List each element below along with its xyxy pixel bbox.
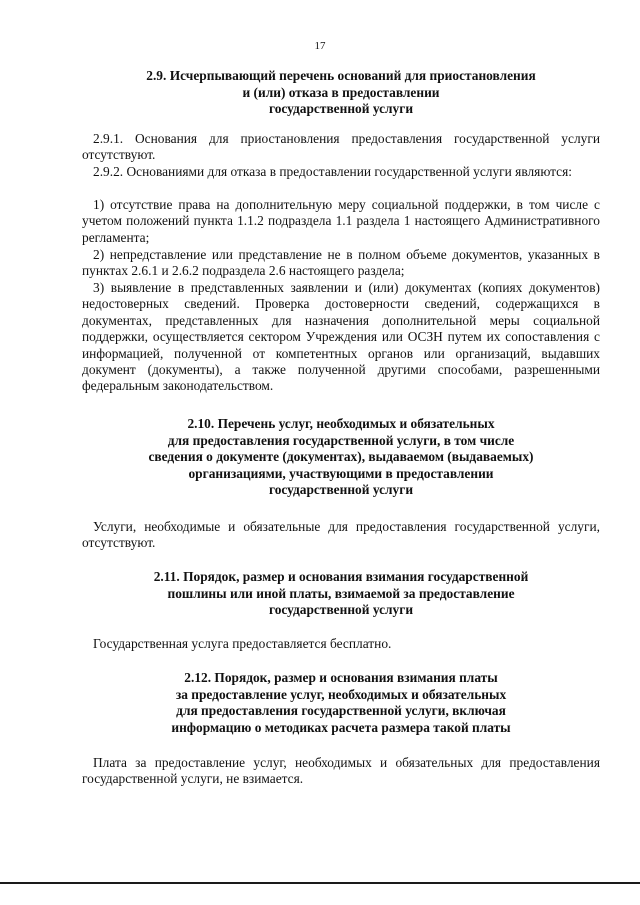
page-number: 17 [314,40,326,52]
paragraph-2-10: Услуги, необходимые и обязательные для предоставления государственной услуги, отсутствуют. [82,519,600,551]
section-heading-2-11: 2.11. Порядок, размер и основания взимания государственной пошлины или иной платы, взимаемой за предоставление государственной услуги [153,569,529,617]
paragraph-2-9-1: 2.9.1. Основания для приостановления предоставления государственной услуги отсутствуют. [82,131,600,163]
footer-rule [0,882,640,884]
section-heading-2-10: 2.10. Перечень услуг, необходимых и обязательных для предоставления государственной услуги, в том числе сведения о документе (документах), выдаваемом (выдаваемых) организациями, участвующими в предоставлении государственной услуги [148,416,534,497]
paragraph-2-9-item-3: 3) выявление в представленных заявлении и (или) документах (копиях документов) недостоверных сведений. Проверка достоверности сведений, содержащихся в документах, представленных для назначения дополнительной меры социальной поддержки, осуществляется сектором Учреждения или ОСЗН путем их сопоставления с информацией, полученной от компетентных органов или организаций, выдавших документ (документы), а также полученной другими способами, разрешенными федеральным законодательством. [82,280,600,394]
paragraph-2-11: Государственная услуга предоставляется бесплатно. [93,636,392,651]
paragraph-2-12: Плата за предоставление услуг, необходимых и обязательных для предоставления государственной услуги, не взимается. [82,755,600,787]
paragraph-2-9-2: 2.9.2. Основаниями для отказа в предоставлении государственной услуги являются: [93,164,572,179]
paragraph-2-9-item-2: 2) непредставление или представление не в полном объеме документов, указанных в пунктах 2.6.1 и 2.6.2 подраздела 2.6 настоящего раздела; [82,247,600,279]
paragraph-2-9-item-1: 1) отсутствие права на дополнительную меру социальной поддержки, в том числе с учетом положений пункта 1.1.2 подраздела 1.1 раздела 1 настоящего Административного регламента; [82,197,600,245]
section-heading-2-9: 2.9. Исчерпывающий перечень оснований для приостановления и (или) отказа в предоставлении государственной услуги [146,68,536,116]
section-heading-2-12: 2.12. Порядок, размер и основания взимания платы за предоставление услуг, необходимых и обязательных для предоставления государственной услуги, включая информацию о методиках расчета размера такой платы [171,670,511,735]
